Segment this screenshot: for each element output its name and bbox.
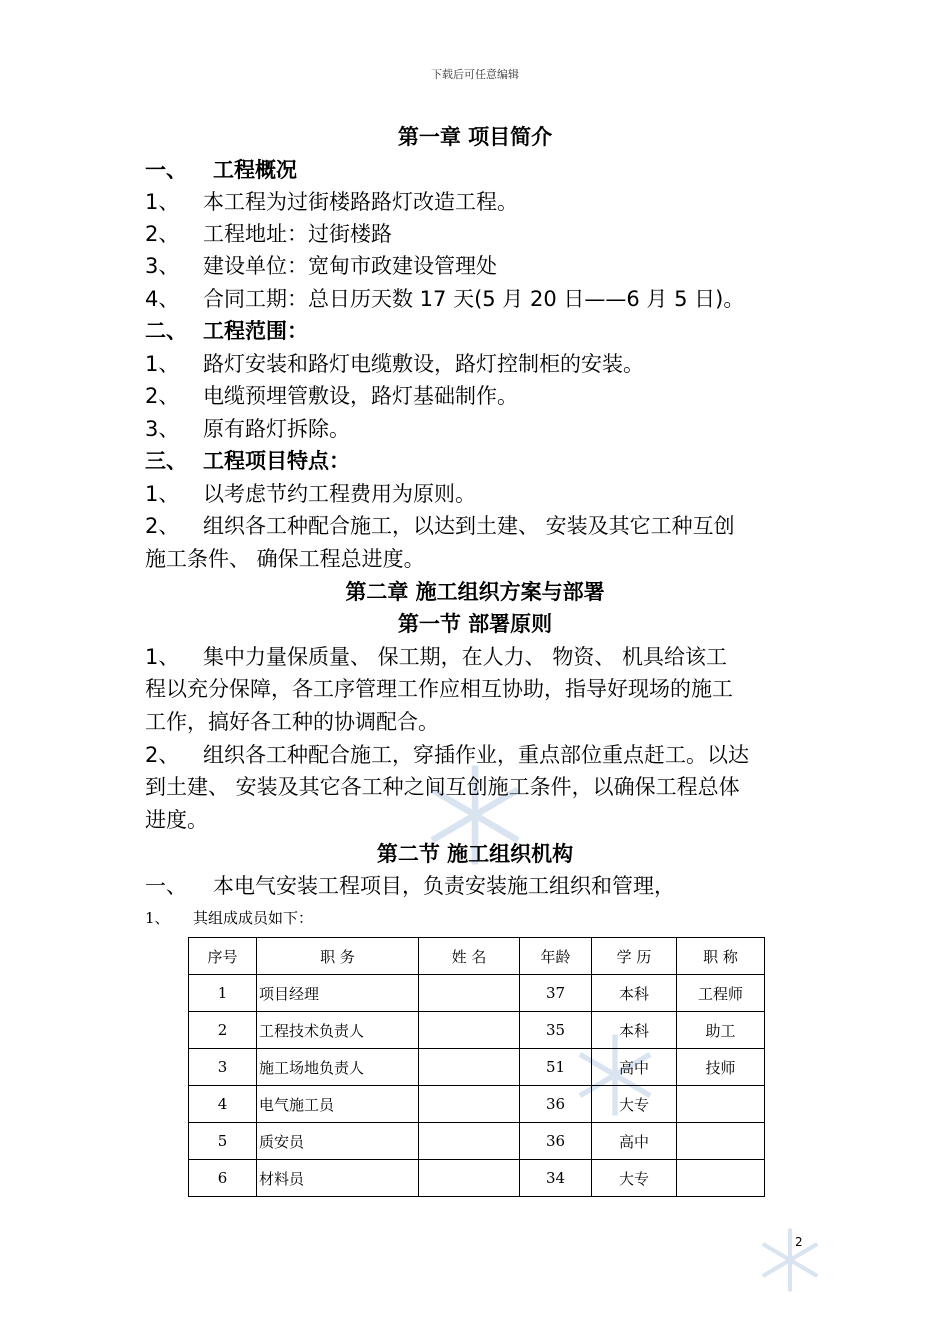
item-number: 2、 xyxy=(145,514,180,538)
chapter2-title: 第二章 施工组织方案与部署 xyxy=(345,580,605,604)
table-row xyxy=(189,1123,765,1160)
table-cell xyxy=(419,1086,520,1123)
table-cell: 4 xyxy=(189,1086,257,1123)
table-cell: 工程师 xyxy=(677,975,765,1012)
paragraph-line xyxy=(145,870,810,902)
item-text: 路灯安装和路灯电缆敷设，路灯控制柜的安装。 xyxy=(203,352,644,376)
table-row xyxy=(189,1086,765,1123)
item-number: 一、 xyxy=(145,874,187,898)
paragraph-line: 进度。 xyxy=(145,808,208,832)
table-cell: 本科 xyxy=(592,975,677,1012)
paragraph-line: 到土建、 安装及其它各工种之间互创施工条件，以确保工程总体 xyxy=(145,775,740,799)
item-number: 1、 xyxy=(145,352,180,376)
item-number: 1、 xyxy=(145,190,180,214)
item-number: 1、 xyxy=(145,645,180,669)
list-item xyxy=(145,218,810,250)
section-heading xyxy=(145,445,810,477)
table-cell xyxy=(419,1123,520,1160)
table-cell: 35 xyxy=(520,1012,592,1049)
item-text: 其组成成员如下： xyxy=(193,909,314,927)
section-heading xyxy=(145,315,810,347)
table-cell: 高中 xyxy=(592,1123,677,1160)
section-number: 一、 xyxy=(145,158,187,182)
table-cell: 质安员 xyxy=(257,1123,419,1160)
item-text: 组织各工种配合施工，以达到土建、 安装及其它工种互创 xyxy=(203,514,735,538)
table-row xyxy=(189,1049,765,1086)
section-title: 工程范围： xyxy=(203,319,308,343)
table-cell: 工程技术负责人 xyxy=(257,1012,419,1049)
table-cell: 34 xyxy=(520,1160,592,1197)
item-number: 3、 xyxy=(145,417,180,441)
table-header-cell: 年龄 xyxy=(520,938,592,975)
table-cell: 技师 xyxy=(677,1049,765,1086)
table-cell: 高中 xyxy=(592,1049,677,1086)
table-cell: 36 xyxy=(520,1086,592,1123)
item-number: 1、 xyxy=(145,482,180,506)
table-cell: 本科 xyxy=(592,1012,677,1049)
list-item xyxy=(145,250,810,282)
table-cell: 1 xyxy=(189,975,257,1012)
table-header-cell: 姓 名 xyxy=(419,938,520,975)
item-text: 组织各工种配合施工，穿插作业，重点部位重点赶工。以达 xyxy=(203,743,749,767)
item-text: 合同工期：总日历天数 17 天(5 月 20 日——6 月 5 日)。 xyxy=(203,287,745,311)
paragraph-line: 工作，搞好各工种的协调配合。 xyxy=(145,710,439,734)
table-cell xyxy=(419,975,520,1012)
table-header-cell: 职 称 xyxy=(677,938,765,975)
table-cell: 36 xyxy=(520,1123,592,1160)
item-text: 本电气安装工程项目，负责安装施工组织和管理， xyxy=(213,874,675,898)
item-text: 工程地址：过街楼路 xyxy=(203,222,392,246)
members-table xyxy=(188,937,765,1197)
item-text: 本工程为过街楼路路灯改造工程。 xyxy=(203,190,518,214)
table-cell: 51 xyxy=(520,1049,592,1086)
paragraph-line xyxy=(145,739,810,771)
chapter1-title: 第一章 项目简介 xyxy=(397,125,553,149)
table-cell: 2 xyxy=(189,1012,257,1049)
section-number: 三、 xyxy=(145,449,187,473)
section-title: 工程概况 xyxy=(213,158,297,182)
header-note: 下载后可任意编辑 xyxy=(431,68,519,81)
table-cell: 电气施工员 xyxy=(257,1086,419,1123)
list-item xyxy=(145,413,810,445)
section1-title: 第一节 部署原则 xyxy=(397,612,553,636)
list-item xyxy=(145,186,810,218)
list-item xyxy=(145,478,810,510)
item-number: 3、 xyxy=(145,254,180,278)
table-cell xyxy=(419,1160,520,1197)
list-item xyxy=(145,380,810,412)
table-cell: 37 xyxy=(520,975,592,1012)
item-text: 建设单位：宽甸市政建设管理处 xyxy=(203,254,497,278)
table-header-cell: 学 历 xyxy=(592,938,677,975)
table-cell: 3 xyxy=(189,1049,257,1086)
table-cell: 大专 xyxy=(592,1160,677,1197)
item-number: 4、 xyxy=(145,287,180,311)
item-text: 原有路灯拆除。 xyxy=(203,417,350,441)
item-number: 2、 xyxy=(145,384,180,408)
table-cell: 5 xyxy=(189,1123,257,1160)
table-cell: 助工 xyxy=(677,1012,765,1049)
table-cell xyxy=(677,1160,765,1197)
table-cell: 施工场地负责人 xyxy=(257,1049,419,1086)
table-cell: 材料员 xyxy=(257,1160,419,1197)
table-cell xyxy=(419,1049,520,1086)
table-cell xyxy=(419,1012,520,1049)
paragraph-continuation: 施工条件、 确保工程总进度。 xyxy=(145,547,425,571)
section-title: 工程项目特点： xyxy=(203,449,350,473)
page-number: 2 xyxy=(795,1235,803,1249)
list-item xyxy=(145,348,810,380)
paragraph-line: 程以充分保障，各工序管理工作应相互协助，指导好现场的施工 xyxy=(145,677,733,701)
paragraph-line xyxy=(145,641,810,673)
section-number: 二、 xyxy=(145,319,187,343)
table-cell: 大专 xyxy=(592,1086,677,1123)
item-text: 电缆预埋管敷设，路灯基础制作。 xyxy=(203,384,518,408)
item-text: 以考虑节约工程费用为原则。 xyxy=(203,482,476,506)
table-cell: 6 xyxy=(189,1160,257,1197)
table-row xyxy=(189,975,765,1012)
table-header-cell: 职 务 xyxy=(257,938,419,975)
section2-title: 第二节 施工组织机构 xyxy=(376,842,574,866)
table-cell xyxy=(677,1086,765,1123)
item-number: 2、 xyxy=(145,222,180,246)
snowflake-watermark-icon xyxy=(755,1225,825,1295)
item-number: 1、 xyxy=(145,909,170,927)
item-text: 集中力量保质量、 保工期，在人力、 物资、 机具给该工 xyxy=(203,645,728,669)
table-row xyxy=(189,1012,765,1049)
paragraph-line xyxy=(145,908,810,928)
list-item xyxy=(145,510,810,542)
section-heading xyxy=(145,154,810,186)
list-item xyxy=(145,283,810,315)
item-number: 2、 xyxy=(145,743,180,767)
table-header-row xyxy=(189,938,765,975)
table-row xyxy=(189,1160,765,1197)
table-cell xyxy=(677,1123,765,1160)
table-cell: 项目经理 xyxy=(257,975,419,1012)
table-header-cell: 序号 xyxy=(189,938,257,975)
